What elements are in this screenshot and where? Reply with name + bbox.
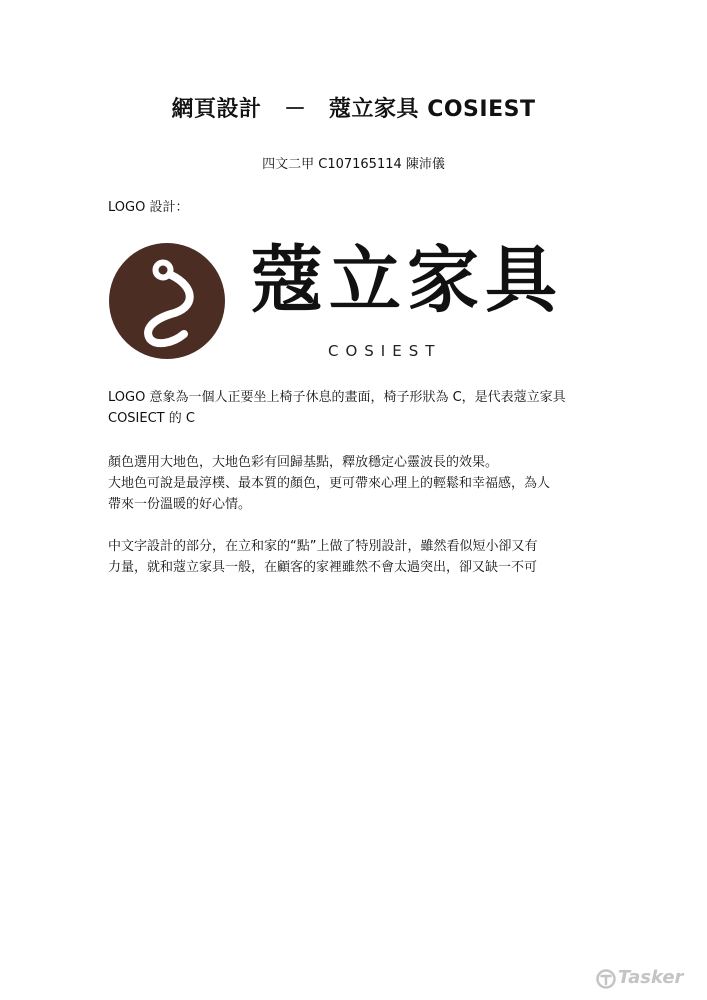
tasker-logo-icon [596,969,616,989]
logo-meaning-paragraph [108,387,608,429]
logo-chinese-name: 蔻立家具 [251,238,564,322]
chair-person-logo-icon [108,242,226,360]
watermark [596,966,696,992]
logo-english-name: COSIEST [328,342,442,360]
paragraph-line: 顏色選用大地色，大地色彩有回歸基點，釋放穩定心靈波長的效果。 [108,455,499,470]
watermark-text: Tasker [618,967,684,988]
typography-paragraph [108,536,608,578]
brand-logo [106,238,564,368]
paragraph-line: COSIECT 的 C [108,411,195,426]
document-subtitle: 四文二甲 C107165114 陳沛儀 [262,157,445,172]
color-choice-paragraph [108,452,608,515]
paragraph-line: 帶來一份溫暖的好心情。 [108,497,252,512]
paragraph-line: 中文字設計的部分，在立和家的“點”上做了特別設計，雖然看似短小卻又有 [108,539,538,554]
logo-section-label: LOGO 設計： [108,200,189,215]
paragraph-line: LOGO 意象為一個人正要坐上椅子休息的畫面，椅子形狀為 C，是代表蔻立家具 [108,390,566,405]
paragraph-line: 力量，就和蔻立家具一般，在顧客的家裡雖然不會太過突出，卻又缺一不可 [108,560,538,575]
document-title: 網頁設計 － 蔻立家具 COSIEST [171,97,536,122]
paragraph-line: 大地色可說是最淳樸、最本質的顏色，更可帶來心理上的輕鬆和幸福感，為人 [108,476,551,491]
